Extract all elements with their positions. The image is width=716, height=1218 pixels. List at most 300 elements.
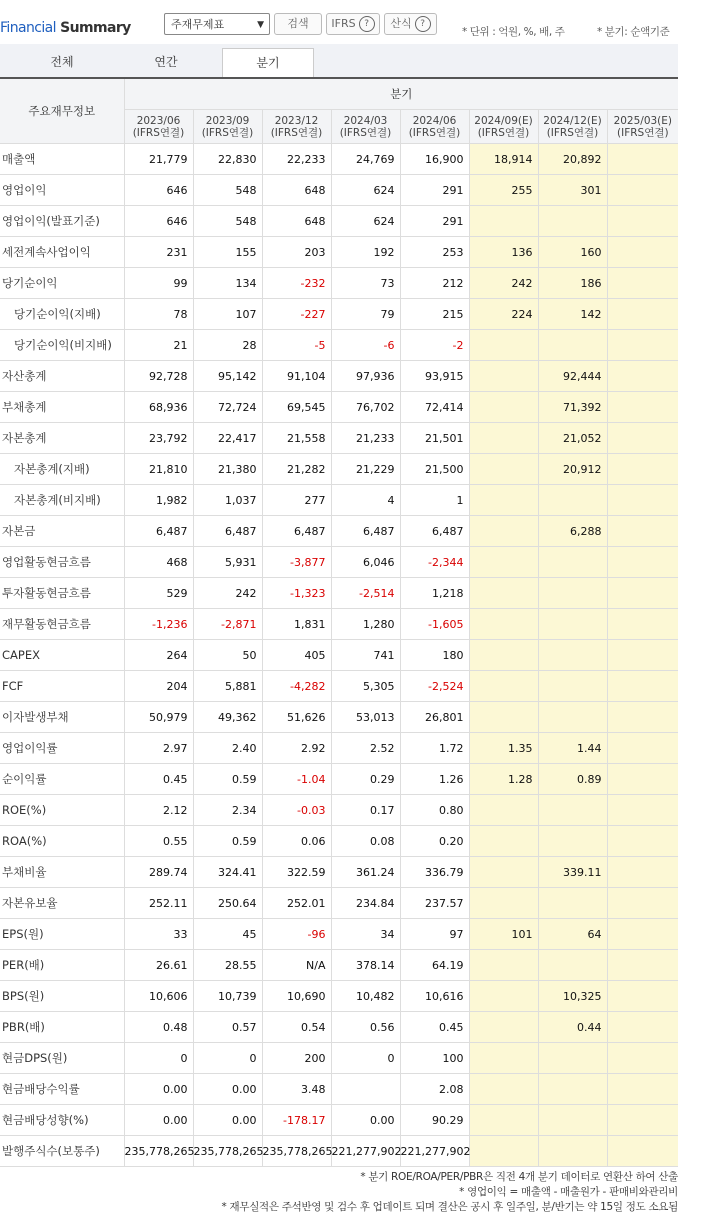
table-cell: 2.92 — [262, 733, 331, 764]
table-cell: 252.01 — [262, 888, 331, 919]
table-cell: 264 — [124, 640, 193, 671]
table-cell: 1.72 — [400, 733, 469, 764]
table-cell: 0.45 — [124, 764, 193, 795]
table-cell: 192 — [331, 237, 400, 268]
table-cell — [469, 392, 538, 423]
table-row — [0, 888, 678, 919]
table-cell: -0.03 — [262, 795, 331, 826]
table-cell — [469, 1012, 538, 1043]
table-cell — [538, 702, 607, 733]
table-cell: 646 — [124, 175, 193, 206]
column-period: 2024/03 — [343, 114, 388, 127]
table-cell — [538, 888, 607, 919]
table-row — [0, 671, 678, 702]
row-label: ROE(%) — [0, 795, 124, 826]
table-cell: 0.59 — [193, 826, 262, 857]
table-cell: 0.48 — [124, 1012, 193, 1043]
table-cell — [469, 888, 538, 919]
table-cell — [607, 1043, 678, 1074]
table-cell — [607, 547, 678, 578]
table-row — [0, 1074, 678, 1105]
table-cell — [469, 578, 538, 609]
table-cell: 339.11 — [538, 857, 607, 888]
table-cell: 28 — [193, 330, 262, 361]
table-cell: 0.59 — [193, 764, 262, 795]
table-cell — [607, 888, 678, 919]
table-cell — [469, 857, 538, 888]
table-cell: 64.19 — [400, 950, 469, 981]
table-cell — [607, 299, 678, 330]
table-cell: 0.00 — [193, 1074, 262, 1105]
table-cell — [607, 237, 678, 268]
table-cell — [331, 1074, 400, 1105]
table-cell — [607, 640, 678, 671]
table-cell: 107 — [193, 299, 262, 330]
row-label: 부채비율 — [0, 857, 124, 888]
table-cell: 235,778,265 — [193, 1136, 262, 1167]
table-cell — [607, 671, 678, 702]
table-cell: 1.35 — [469, 733, 538, 764]
table-cell: -6 — [331, 330, 400, 361]
table-cell: 242 — [193, 578, 262, 609]
table-cell — [538, 485, 607, 516]
column-header — [262, 110, 331, 144]
quarter-basis-note: * 분기: 순액기준 — [597, 26, 670, 38]
table-row — [0, 981, 678, 1012]
table-cell: 72,724 — [193, 392, 262, 423]
table-cell: 1,280 — [331, 609, 400, 640]
footnotes — [222, 1170, 678, 1215]
row-label: 이자발생부채 — [0, 702, 124, 733]
table-cell: 624 — [331, 175, 400, 206]
table-cell — [607, 423, 678, 454]
page-title: Financial Summary — [0, 20, 131, 36]
row-label: 자본총계(지배) — [0, 454, 124, 485]
table-cell: 10,482 — [331, 981, 400, 1012]
table-cell: 741 — [331, 640, 400, 671]
table-row — [0, 547, 678, 578]
row-label: CAPEX — [0, 640, 124, 671]
table-cell: -1,323 — [262, 578, 331, 609]
table-cell: 10,616 — [400, 981, 469, 1012]
table-cell — [469, 485, 538, 516]
table-cell — [607, 1012, 678, 1043]
table-cell — [469, 516, 538, 547]
table-cell: 2.52 — [331, 733, 400, 764]
column-header — [331, 110, 400, 144]
table-cell: 0.89 — [538, 764, 607, 795]
row-label: 자본총계(비지배) — [0, 485, 124, 516]
row-label: 영업이익 — [0, 175, 124, 206]
table-cell: 90.29 — [400, 1105, 469, 1136]
table-cell — [538, 1043, 607, 1074]
table-cell: 1 — [400, 485, 469, 516]
table-cell: 21 — [124, 330, 193, 361]
table-cell: 378.14 — [331, 950, 400, 981]
table-cell: 0.06 — [262, 826, 331, 857]
table-cell — [469, 671, 538, 702]
period-tabs — [0, 44, 678, 79]
table-cell: 79 — [331, 299, 400, 330]
table-cell: -2,344 — [400, 547, 469, 578]
chevron-down-icon: ▼ — [257, 20, 264, 30]
table-cell: 10,606 — [124, 981, 193, 1012]
row-label: 매출액 — [0, 144, 124, 175]
table-cell: 235,778,265 — [262, 1136, 331, 1167]
table-cell — [469, 795, 538, 826]
row-label: PBR(배) — [0, 1012, 124, 1043]
table-cell: 21,501 — [400, 423, 469, 454]
table-cell — [538, 826, 607, 857]
table-row — [0, 299, 678, 330]
footnote: * 재무실적은 주석반영 및 검수 후 업데이트 되며 결산은 공시 후 일주일, 분/반기는 약 15일 정도 소요됨 — [221, 1201, 678, 1213]
table-cell: 24,769 — [331, 144, 400, 175]
table-cell: 224 — [469, 299, 538, 330]
table-cell: 6,288 — [538, 516, 607, 547]
table-cell: 51,626 — [262, 702, 331, 733]
table-cell: 136 — [469, 237, 538, 268]
corner-header: 주요재무정보 — [0, 79, 124, 144]
table-cell: 22,417 — [193, 423, 262, 454]
table-cell: 237.57 — [400, 888, 469, 919]
table-body — [0, 144, 678, 1167]
column-header — [469, 110, 538, 144]
table-cell: -2,514 — [331, 578, 400, 609]
table-row — [0, 640, 678, 671]
table-cell: 10,739 — [193, 981, 262, 1012]
row-label: 영업이익(발표기준) — [0, 206, 124, 237]
table-cell: 95,142 — [193, 361, 262, 392]
table-cell: 1,831 — [262, 609, 331, 640]
table-cell: 624 — [331, 206, 400, 237]
table-cell: 253 — [400, 237, 469, 268]
table-cell: 289.74 — [124, 857, 193, 888]
table-cell: 6,487 — [400, 516, 469, 547]
table-row — [0, 392, 678, 423]
table-cell: 21,233 — [331, 423, 400, 454]
table-cell — [607, 268, 678, 299]
column-period: 2024/09(E) — [474, 114, 533, 127]
table-cell: -227 — [262, 299, 331, 330]
row-label: ROA(%) — [0, 826, 124, 857]
table-cell: 231 — [124, 237, 193, 268]
table-cell — [607, 144, 678, 175]
table-cell: 180 — [400, 640, 469, 671]
table-row — [0, 268, 678, 299]
tab-quarterly[interactable]: 분기 — [222, 48, 314, 77]
table-cell: 21,229 — [331, 454, 400, 485]
table-cell: 0.80 — [400, 795, 469, 826]
row-label: 당기순이익(지배) — [0, 299, 124, 330]
table-cell: 0.54 — [262, 1012, 331, 1043]
table-cell — [607, 857, 678, 888]
table-cell: 6,487 — [331, 516, 400, 547]
column-basis: (IFRS연결) — [546, 126, 599, 139]
table-cell: 33 — [124, 919, 193, 950]
table-row — [0, 1105, 678, 1136]
table-cell: 78 — [124, 299, 193, 330]
table-cell: 45 — [193, 919, 262, 950]
row-label: PER(배) — [0, 950, 124, 981]
search-button[interactable]: 검색 — [274, 13, 322, 35]
table-cell: 73 — [331, 268, 400, 299]
table-cell — [469, 1043, 538, 1074]
table-cell: 2.12 — [124, 795, 193, 826]
table-cell — [607, 485, 678, 516]
table-cell: 21,558 — [262, 423, 331, 454]
group-header: 분기 — [124, 79, 678, 110]
table-cell: 0.00 — [124, 1105, 193, 1136]
table-cell: 21,282 — [262, 454, 331, 485]
table-cell: 64 — [538, 919, 607, 950]
table-cell: 0 — [193, 1043, 262, 1074]
table-cell: -1.04 — [262, 764, 331, 795]
table-cell: 0 — [124, 1043, 193, 1074]
table-cell: 0.57 — [193, 1012, 262, 1043]
table-cell: 100 — [400, 1043, 469, 1074]
table-cell: 72,414 — [400, 392, 469, 423]
table-cell: 1,037 — [193, 485, 262, 516]
table-cell: 93,915 — [400, 361, 469, 392]
table-row — [0, 485, 678, 516]
table-cell: 92,728 — [124, 361, 193, 392]
table-cell: 0.55 — [124, 826, 193, 857]
column-basis: (IFRS연결) — [339, 126, 392, 139]
row-label: 재무활동현금흐름 — [0, 609, 124, 640]
table-cell: 0 — [331, 1043, 400, 1074]
table-cell: 21,500 — [400, 454, 469, 485]
table-cell: 49,362 — [193, 702, 262, 733]
table-cell: 1,982 — [124, 485, 193, 516]
table-cell — [607, 795, 678, 826]
column-period: 2023/09 — [205, 114, 250, 127]
table-row — [0, 361, 678, 392]
table-cell: 5,931 — [193, 547, 262, 578]
column-period: 2023/06 — [136, 114, 181, 127]
table-cell — [607, 206, 678, 237]
table-cell: 215 — [400, 299, 469, 330]
table-cell: -1,605 — [400, 609, 469, 640]
unit-note: * 단위 : 억원, %, 배, 주 — [462, 26, 565, 38]
table-cell: -5 — [262, 330, 331, 361]
table-cell — [607, 609, 678, 640]
table-cell: 2.08 — [400, 1074, 469, 1105]
row-label: 당기순이익(비지배) — [0, 330, 124, 361]
table-cell: 160 — [538, 237, 607, 268]
table-cell: 0.17 — [331, 795, 400, 826]
footnote: * 영업이익 = 매출액 - 매출원가 - 판매비와관리비 — [459, 1186, 678, 1198]
table-row — [0, 516, 678, 547]
table-row — [0, 1136, 678, 1167]
column-basis: (IFRS연결) — [617, 126, 669, 139]
tab-all[interactable]: 전체 — [50, 55, 74, 69]
table-cell: 405 — [262, 640, 331, 671]
row-label: 투자활동현금흐름 — [0, 578, 124, 609]
table-cell: 155 — [193, 237, 262, 268]
table-cell: 76,702 — [331, 392, 400, 423]
column-period: 2024/06 — [412, 114, 457, 127]
table-row — [0, 733, 678, 764]
table-cell: 252.11 — [124, 888, 193, 919]
table-cell: 23,792 — [124, 423, 193, 454]
table-cell — [469, 1074, 538, 1105]
table-cell: 20,892 — [538, 144, 607, 175]
table-cell: 0.00 — [124, 1074, 193, 1105]
row-label: 순이익률 — [0, 764, 124, 795]
table-cell: 101 — [469, 919, 538, 950]
table-cell: 69,545 — [262, 392, 331, 423]
statement-type-select[interactable]: 주재무제표 ▼ — [164, 13, 270, 35]
ifrs-help-button[interactable]: IFRS ? — [326, 13, 380, 35]
table-cell: 548 — [193, 175, 262, 206]
table-cell: -178.17 — [262, 1105, 331, 1136]
table-cell: 291 — [400, 175, 469, 206]
footnote: * 분기 ROE/ROA/PER/PBR은 직전 4개 분기 데이터로 연환산 하여 산출 — [360, 1171, 678, 1183]
column-period: 2025/03(E) — [613, 114, 673, 127]
table-row — [0, 175, 678, 206]
table-cell — [607, 764, 678, 795]
table-cell — [469, 640, 538, 671]
table-cell: 53,013 — [331, 702, 400, 733]
table-cell: -4,282 — [262, 671, 331, 702]
table-cell: 22,233 — [262, 144, 331, 175]
formula-help-button[interactable]: 산식 ? — [384, 13, 437, 35]
table-cell: 250.64 — [193, 888, 262, 919]
table-cell: 336.79 — [400, 857, 469, 888]
table-row — [0, 826, 678, 857]
table-cell — [469, 702, 538, 733]
table-cell: 203 — [262, 237, 331, 268]
table-cell: 648 — [262, 206, 331, 237]
table-cell: 322.59 — [262, 857, 331, 888]
table-row — [0, 1012, 678, 1043]
table-row — [0, 857, 678, 888]
table-cell — [538, 547, 607, 578]
table-cell — [469, 361, 538, 392]
table-row — [0, 764, 678, 795]
table-cell: -1,236 — [124, 609, 193, 640]
row-label: 발행주식수(보통주) — [0, 1136, 124, 1167]
table-cell: 68,936 — [124, 392, 193, 423]
column-basis: (IFRS연결) — [477, 126, 530, 139]
table-cell: 0.08 — [331, 826, 400, 857]
table-cell: 548 — [193, 206, 262, 237]
table-cell: 1.26 — [400, 764, 469, 795]
table-row — [0, 1043, 678, 1074]
table-cell — [607, 733, 678, 764]
table-cell: 221,277,902 — [331, 1136, 400, 1167]
table-cell — [607, 702, 678, 733]
tab-annual[interactable]: 연간 — [154, 55, 178, 69]
table-cell: 6,487 — [124, 516, 193, 547]
row-label: 현금DPS(원) — [0, 1043, 124, 1074]
table-cell: -2,524 — [400, 671, 469, 702]
row-label: EPS(원) — [0, 919, 124, 950]
table-cell: 26,801 — [400, 702, 469, 733]
table-cell: 50 — [193, 640, 262, 671]
table-cell: 221,277,902 — [400, 1136, 469, 1167]
table-cell — [607, 826, 678, 857]
table-row — [0, 578, 678, 609]
table-cell: 291 — [400, 206, 469, 237]
table-cell: 142 — [538, 299, 607, 330]
table-cell: 5,305 — [331, 671, 400, 702]
table-cell: 91,104 — [262, 361, 331, 392]
table-row — [0, 144, 678, 175]
table-cell — [607, 981, 678, 1012]
table-cell: 2.40 — [193, 733, 262, 764]
column-basis: (IFRS연결) — [408, 126, 461, 139]
column-basis: (IFRS연결) — [270, 126, 323, 139]
table-cell: 134 — [193, 268, 262, 299]
row-label: 부채총계 — [0, 392, 124, 423]
table-cell — [607, 578, 678, 609]
table-cell: 2.97 — [124, 733, 193, 764]
table-cell — [469, 826, 538, 857]
column-header — [124, 110, 193, 144]
column-header — [400, 110, 469, 144]
table-cell: 18,914 — [469, 144, 538, 175]
row-label: 현금배당수익률 — [0, 1074, 124, 1105]
table-cell: 6,487 — [193, 516, 262, 547]
financial-table — [0, 79, 678, 1167]
table-row — [0, 795, 678, 826]
table-row — [0, 702, 678, 733]
table-cell — [538, 1074, 607, 1105]
table-cell: -232 — [262, 268, 331, 299]
table-cell: -3,877 — [262, 547, 331, 578]
table-cell — [607, 1136, 678, 1167]
table-cell: 0.00 — [193, 1105, 262, 1136]
table-cell: 1.44 — [538, 733, 607, 764]
table-cell — [538, 950, 607, 981]
table-cell: 0.45 — [400, 1012, 469, 1043]
table-cell — [607, 330, 678, 361]
table-cell: 1.28 — [469, 764, 538, 795]
table-cell: 20,912 — [538, 454, 607, 485]
column-period: 2023/12 — [274, 114, 319, 127]
table-row — [0, 330, 678, 361]
table-cell — [469, 950, 538, 981]
table-cell: 97,936 — [331, 361, 400, 392]
table-cell: 71,392 — [538, 392, 607, 423]
table-cell: -96 — [262, 919, 331, 950]
table-cell: 212 — [400, 268, 469, 299]
row-label: 세전계속사업이익 — [0, 237, 124, 268]
table-cell: 0.20 — [400, 826, 469, 857]
table-row — [0, 237, 678, 268]
column-basis: (IFRS연결) — [132, 126, 185, 139]
table-cell — [469, 206, 538, 237]
column-header — [607, 110, 678, 144]
table-cell: 16,900 — [400, 144, 469, 175]
right-margin — [678, 44, 716, 1164]
header-bar — [0, 0, 716, 44]
table-cell — [538, 795, 607, 826]
table-row — [0, 206, 678, 237]
table-cell: 21,810 — [124, 454, 193, 485]
table-cell: 21,052 — [538, 423, 607, 454]
table-cell: 4 — [331, 485, 400, 516]
table-cell — [538, 330, 607, 361]
table-cell: 301 — [538, 175, 607, 206]
row-label: 영업활동현금흐름 — [0, 547, 124, 578]
row-label: 현금배당성향(%) — [0, 1105, 124, 1136]
table-cell: 646 — [124, 206, 193, 237]
table-cell: 10,690 — [262, 981, 331, 1012]
row-label: 자본총계 — [0, 423, 124, 454]
table-cell: 21,779 — [124, 144, 193, 175]
